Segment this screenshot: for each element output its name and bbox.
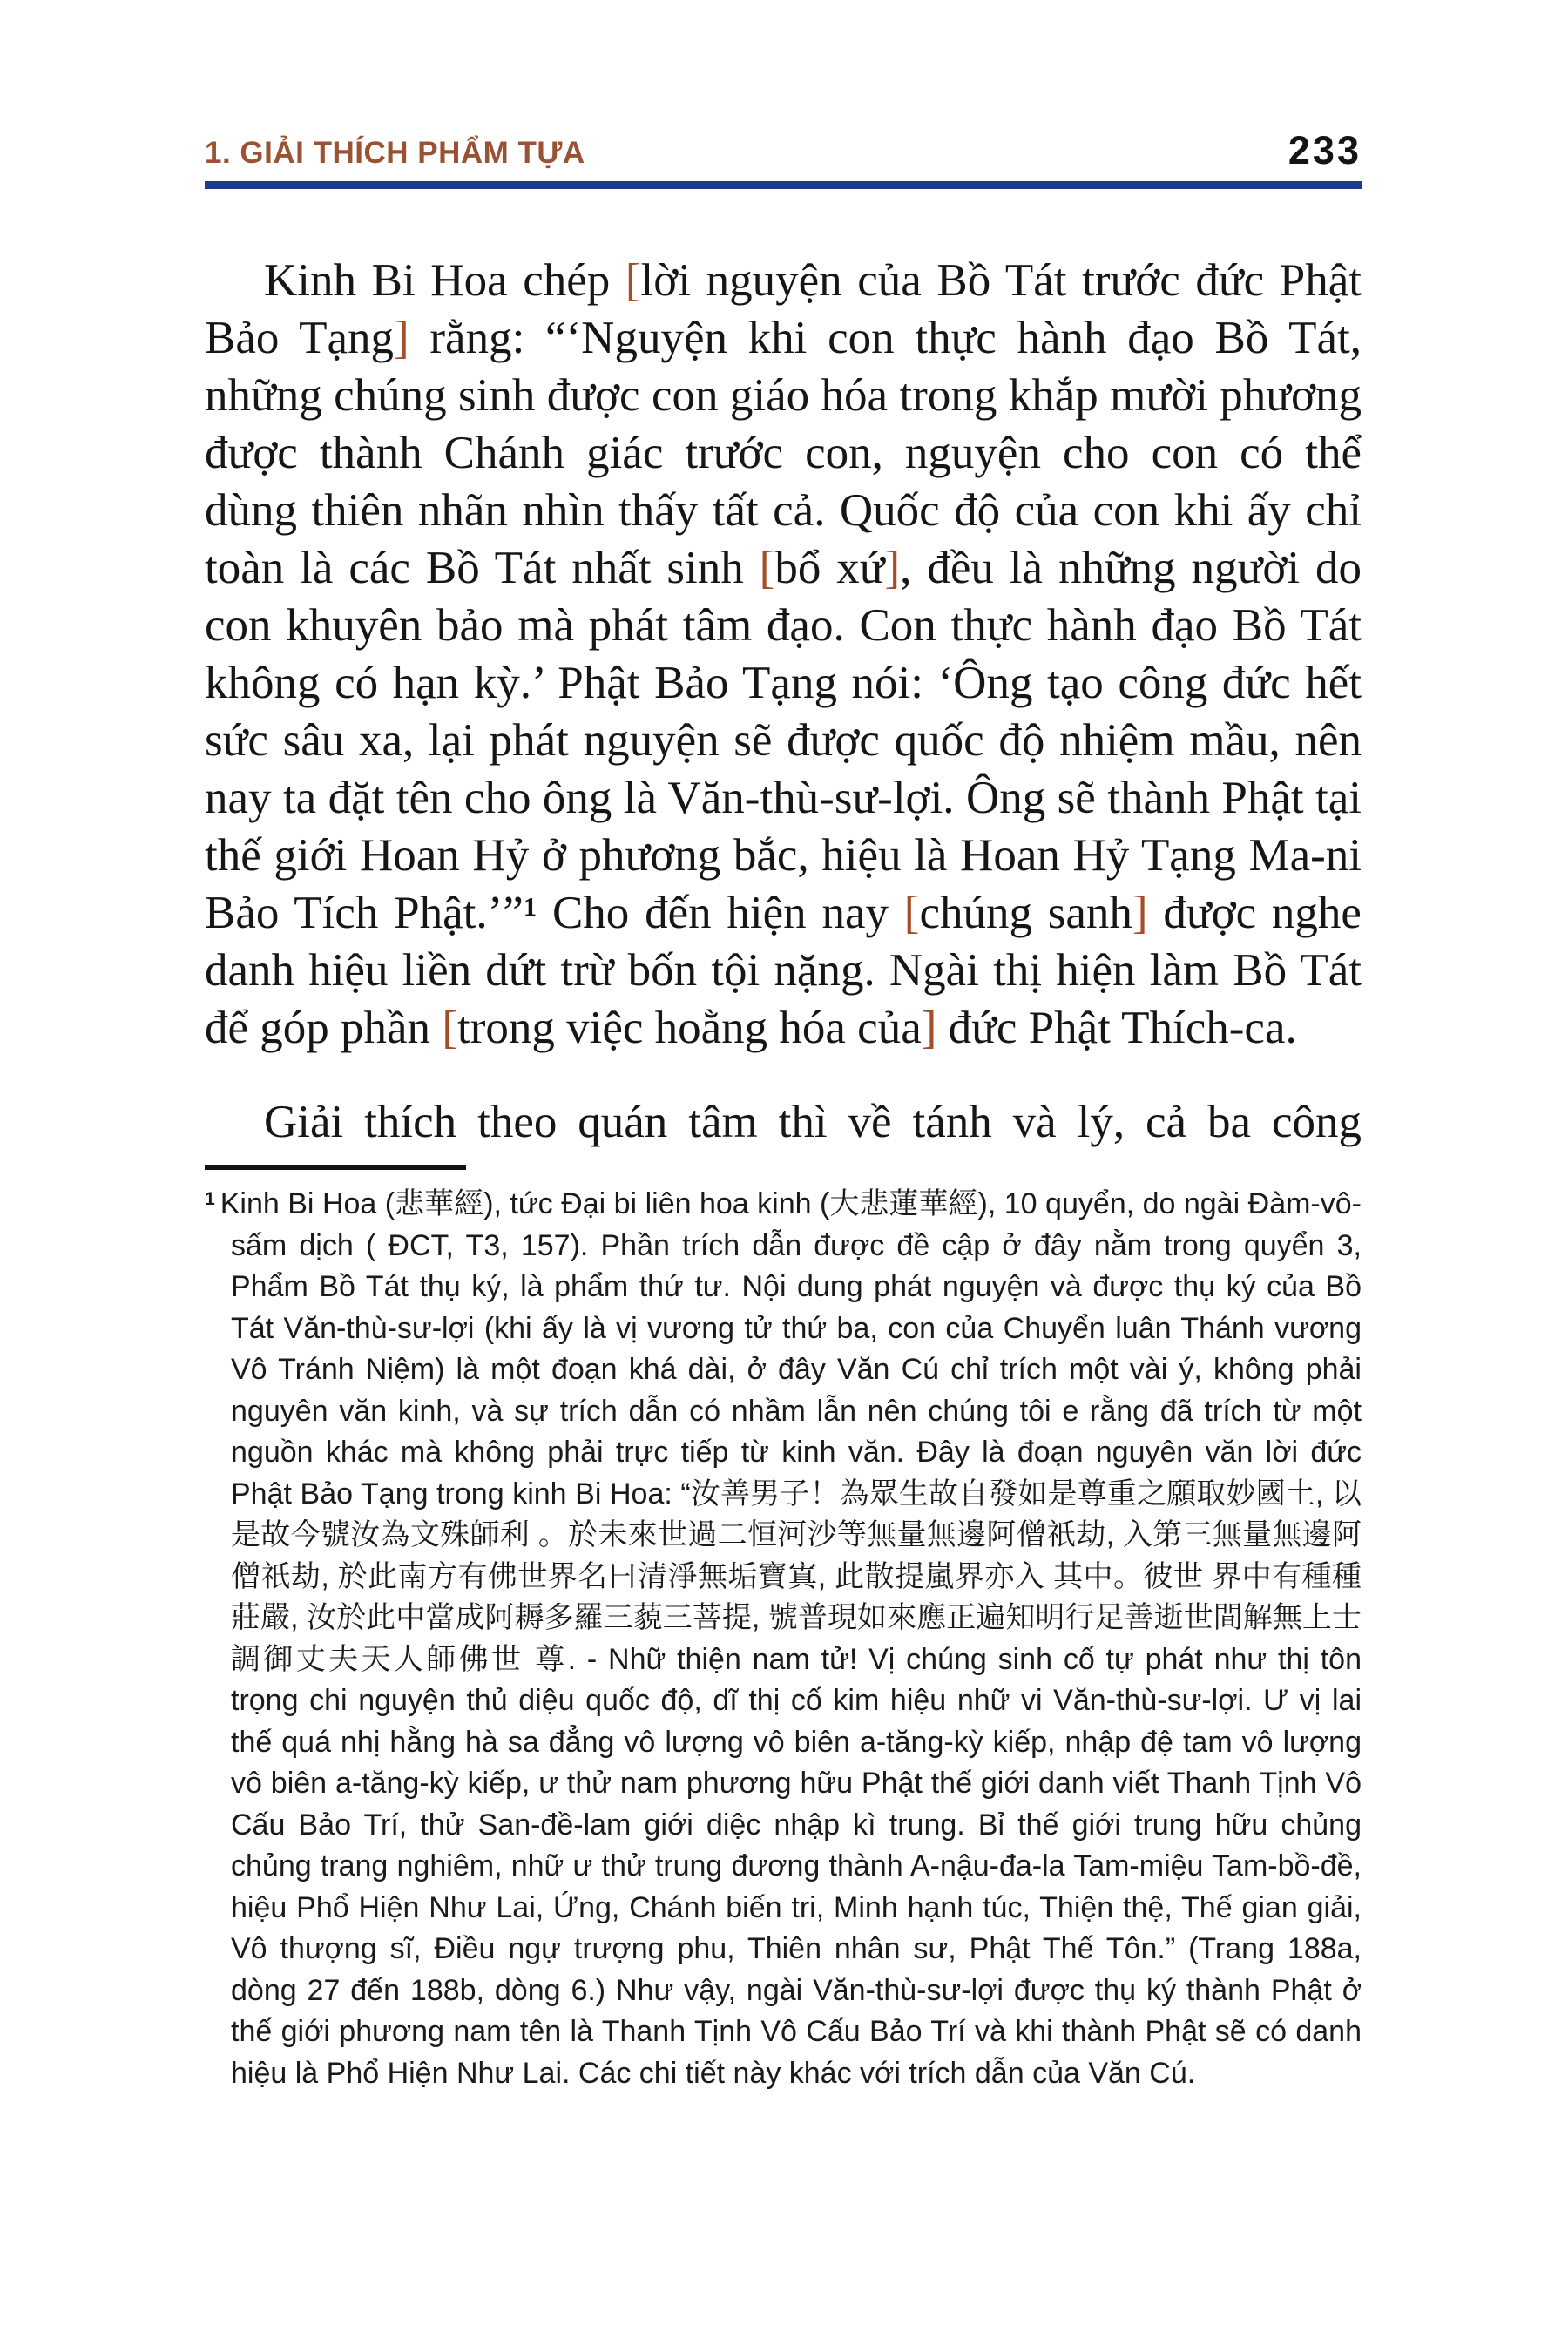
running-head [205, 128, 1362, 172]
body-text [205, 252, 1362, 1151]
section-title: 1. GIẢI THÍCH PHẨM TỰA [205, 135, 585, 170]
footnote [205, 1184, 1362, 2094]
body-paragraph-1: Kinh Bi Hoa chép [lời nguyện của Bồ Tát trước đức Phật Bảo Tạng] rằng: “‘Nguyện khi con thực hành đạo Bồ Tát, những chúng sinh được con giáo hóa trong khắp mười phương được thành Chánh giác trước con, nguyện cho con có thể dùng thiên nhãn nhìn thấy tất cả. Quốc độ của con khi ấy chỉ toàn là các Bồ Tát nhất sinh [bổ xứ], đều là những người do con khuyên bảo mà phát tâm đạo. Con thực hành đạo Bồ Tát không có hạn kỳ.’ Phật Bảo Tạng nói: ‘Ông tạo công đức hết sức sâu xa, lại phát nguyện sẽ được quốc độ nhiệm mầu, nên nay ta đặt tên cho ông là Văn-thù-sư-lợi. Ông sẽ thành Phật tại thế giới Hoan Hỷ ở phương bắc, hiệu là Hoan Hỷ Tạng Ma-ni Bảo Tích Phật.’”$^1$ Cho đến hiện nay [chúng sanh] được nghe danh hiệu liền dứt trừ bốn tội nặng. Ngài thị hiện làm Bồ Tát để góp phần [trong việc hoằng hóa của] đức Phật Thích-ca. [205, 255, 1362, 1053]
footnote-text: Kinh Bi Hoa (悲華經), tức Đại bi liên hoa kinh (大悲蓮華經), 10 quyển, do ngài Đàm-vô-sấm dịch ( ĐCT, T3, 157). Phần trích dẫn được đề cập ở đây nằm trong quyển 3, Phẩm Bồ Tát thụ ký, là phẩm thứ tư. Nội dung phát nguyện và được thụ ký của Bồ Tát Văn-thù-sư-lợi (khi ấy là vị vương tử thứ ba, con của Chuyển luân Thánh vương Vô Tránh Niệm) là một đoạn khá dài, ở đây Văn Cú chỉ trích một vài ý, không phải nguyên văn kinh, và sự trích dẫn có nhầm lẫn nên chúng tôi e rằng đã trích từ một nguồn khác mà không phải trực tiếp từ kinh văn. Đây là đoạn nguyên văn lời đức Phật Bảo Tạng trong kinh Bi Hoa: “汝善男子！為眾生故自發如是尊重之願取妙國土, 以是故今號汝為文殊師利 。於未來世過二恒河沙等無量無邊阿僧祇劫, 入第三無量無邊阿僧祇劫, 於此南方有佛世界名曰清淨無垢寶寘, 此散提嵐界亦入 其中。彼世 界中有種種莊嚴, 汝於此中當成阿耨多羅三藐三菩提, 號普現如來應正遍知明行足善逝世間解無上士調御丈夫天人師佛世 尊. - Nhữ thiện nam tử! Vị chúng sinh cố tự phát như thị tôn trọng chi nguyện thủ diệu quốc độ, dĩ thị cố kim hiệu nhữ vi Văn-thù-sư-lợi. Ư vị lai thế quá nhị hằng hà sa đẳng vô lượng vô biên a-tăng-kỳ kiếp, nhập đệ tam vô lượng vô biên a-tăng-kỳ kiếp, ư thử nam phương hữu Phật thế giới danh viết Thanh Tịnh Vô Cấu Bảo Trí, thử San-đề-lam giới diệc nhập kì trung. Bỉ thế giới trung hữu chủng chủng trang nghiêm, nhữ ư thử trung đương thành A-nậu-đa-la Tam-miệu Tam-bồ-đề, hiệu Phổ Hiện Như Lai, Ứng, Chánh biến tri, Minh hạnh túc, Thiện thệ, Thế gian giải, Vô thượng sĩ, Điều ngự trượng phu, Thiên nhân sư, Phật Thế Tôn.” (Trang 188a, dòng 27 đến 188b, dòng 6.) Như vậy, ngài Văn-thù-sư-lợi được thụ ký thành Phật ở thế giới phương nam tên là Thanh Tịnh Vô Cấu Bảo Trí và khi thành Phật sẽ có danh hiệu là Phổ Hiện Như Lai. Các chi tiết này khác với trích dẫn của Văn Cú. [220, 1187, 1362, 2090]
header-rule [205, 181, 1362, 189]
page-number: 233 [1288, 128, 1362, 172]
body-paragraph-2: Giải thích theo quán tâm thì về tánh và lý, cả ba công [264, 1097, 1362, 1147]
footnote-marker: 1 [205, 1189, 215, 1209]
footnote-separator [205, 1165, 466, 1170]
